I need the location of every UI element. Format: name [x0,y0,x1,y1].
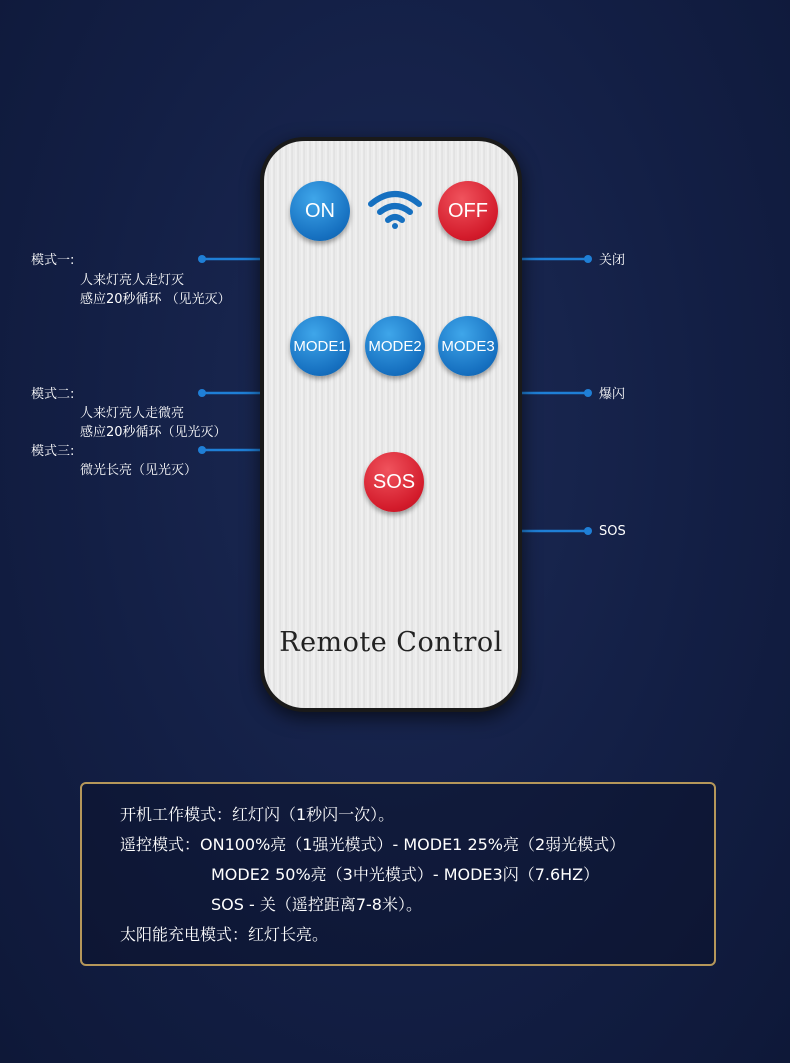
info-line-4: SOS - 关（遥控距离7-8米）。 [211,895,422,914]
mode1-button[interactable]: MODE1 [290,316,350,376]
info-line-3: MODE2 50%亮（3中光模式）- MODE3闪（7.6HZ） [211,865,600,884]
mode1-label-line2: 感应20秒循环 （见光灭） [80,292,231,307]
mode3-dot [198,446,206,454]
mode3-label-line1: 微光长亮（见光灭） [80,463,198,478]
mode2-label-title: 模式二: [31,387,75,402]
flash-dot [584,389,592,397]
wifi-icon [367,190,423,230]
mode2-button[interactable]: MODE2 [365,316,425,376]
mode1-label-line1: 人来灯亮人走灯灭 [80,273,185,288]
off-dot [584,255,592,263]
sos-button[interactable]: SOS [364,452,424,512]
remote-title: Remote Control [279,627,503,658]
info-line-5: 太阳能充电模式：红灯长亮。 [120,925,329,944]
info-box [80,782,716,966]
on-button[interactable]: ON [290,181,350,241]
sos-label: SOS [599,524,626,539]
sos-dot [584,527,592,535]
flash-label: 爆闪 [599,387,626,402]
off-button[interactable]: OFF [438,181,498,241]
mode1-dot [198,255,206,263]
info-line-1: 开机工作模式：红灯闪（1秒闪一次）。 [120,805,395,824]
mode3-label-title: 模式三: [31,444,75,459]
mode2-label-line2: 感应20秒循环（见光灭） [80,425,227,440]
info-line-2: 遥控模式：ON100%亮（1强光模式）- MODE1 25%亮（2弱光模式） [120,835,626,854]
off-label: 关闭 [599,253,626,268]
mode1-label-title: 模式一: [31,253,75,268]
mode3-button[interactable]: MODE3 [438,316,498,376]
mode2-dot [198,389,206,397]
mode2-label-line1: 人来灯亮人走微亮 [80,406,185,421]
